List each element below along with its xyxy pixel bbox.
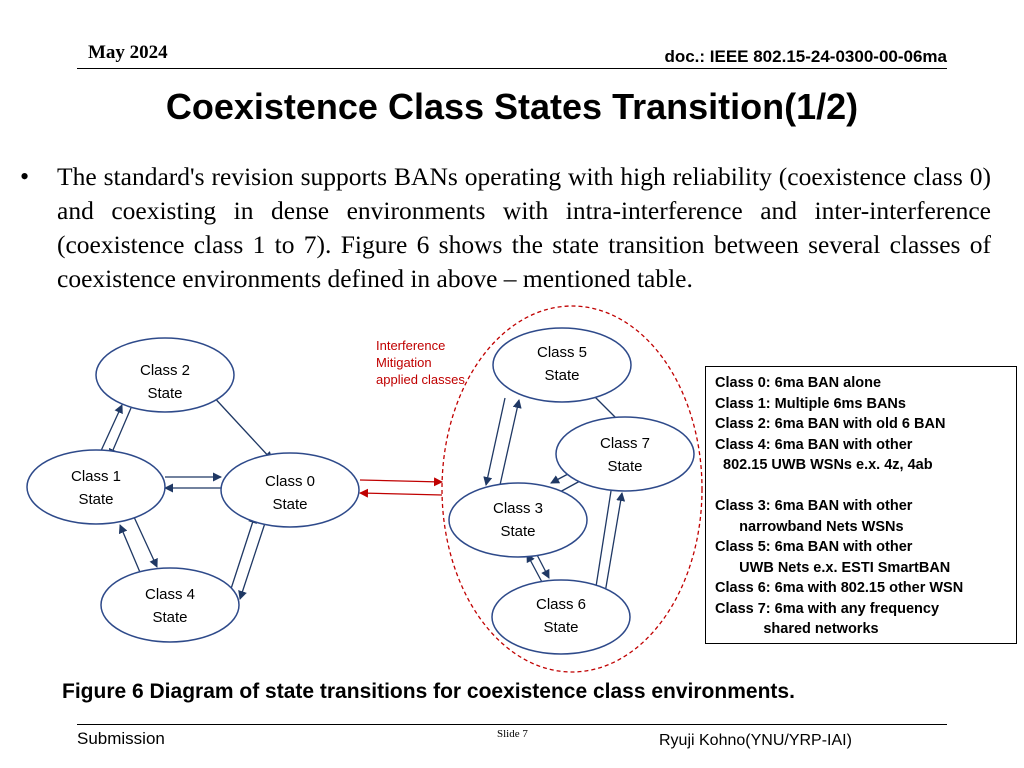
arrow-class1-to-class4 xyxy=(134,517,157,567)
bullet-marker: • xyxy=(20,162,30,191)
arrow-class7-to-class6 xyxy=(595,491,611,593)
legend-line: narrowband Nets WSNs xyxy=(715,518,904,535)
node-class3-sublabel: State xyxy=(500,523,536,540)
node-class2-label: Class 2 xyxy=(139,362,191,379)
node-class5 xyxy=(493,328,631,402)
legend-line: Class 7: 6ma with any frequency xyxy=(715,600,940,617)
figure-caption: Figure 6 Diagram of state transitions for coexistence class environments. xyxy=(62,680,795,703)
class-legend-box xyxy=(705,366,1017,644)
legend-line: Class 4: 6ma BAN with other xyxy=(715,436,913,453)
node-class2 xyxy=(96,338,234,412)
node-class1-label: Class 1 xyxy=(70,468,122,485)
legend-line: Class 0: 6ma BAN alone xyxy=(715,375,882,391)
node-class0 xyxy=(221,453,359,527)
header-rule xyxy=(77,68,947,69)
legend-line: Class 6: 6ma with 802.15 other WSN xyxy=(715,580,964,596)
annotation-line-1: Interference xyxy=(376,338,446,353)
legend-line: Class 2: 6ma BAN with old 6 BAN xyxy=(715,416,946,432)
annotation-line-2: Mitigation xyxy=(376,355,432,370)
node-class6-sublabel: State xyxy=(543,619,579,636)
footer-rule xyxy=(77,724,947,725)
annotation-line-3: applied classes xyxy=(376,372,465,387)
node-class7 xyxy=(556,417,694,491)
node-class5-sublabel: State xyxy=(544,367,580,384)
arrow-class4-to-class0 xyxy=(229,515,255,595)
bullet-text: The standard's revision supports BANs operating with high reliability (coexistence class 0) and coexisting in dense environments with intra-interference and inter-interference (coexistence class 1 to 7). Figure 6 shows the state transition between several classes of coexistence environments defined in above – mentioned table. xyxy=(57,162,991,293)
legend-line: shared networks xyxy=(715,621,879,637)
node-class3-label: Class 3 xyxy=(492,500,544,517)
legend-line xyxy=(715,476,1016,497)
slide-title: Coexistence Class States Transition(1/2) xyxy=(165,86,859,127)
node-class0-sublabel: State xyxy=(272,496,308,513)
node-class4-sublabel: State xyxy=(152,609,188,626)
arrow-class5-to-class3 xyxy=(486,398,505,485)
footer-slide-number: Slide 7 xyxy=(497,728,528,740)
node-class2-sublabel: State xyxy=(147,385,183,402)
arrow-class0-to-class4 xyxy=(240,520,266,599)
arrow-class6-to-class7 xyxy=(605,493,622,593)
legend-line: Class 3: 6ma BAN with other xyxy=(715,498,913,514)
legend-line: UWB Nets e.x. ESTI SmartBAN xyxy=(715,559,951,576)
arrow-class4-to-class1 xyxy=(120,525,142,577)
arrow-class1-to-class2 xyxy=(100,405,122,453)
node-class4-label: Class 4 xyxy=(144,586,196,603)
arrow-class2-to-class0 xyxy=(210,393,272,460)
legend-line: Class 1: Multiple 6ms BANs xyxy=(715,395,906,412)
node-class3 xyxy=(449,483,587,557)
node-class1 xyxy=(27,450,165,524)
arrow-class6-to-class3 xyxy=(527,554,543,584)
header-doc-id: doc.: IEEE 802.15-24-0300-00-06ma xyxy=(664,47,947,66)
node-class1-sublabel: State xyxy=(78,491,114,508)
node-class5-label: Class 5 xyxy=(536,344,588,361)
footer-author: Ryuji Kohno(YNU/YRP-IAI) xyxy=(659,732,852,749)
arrow-group-to-class0 xyxy=(360,493,442,495)
node-class7-sublabel: State xyxy=(607,458,643,475)
legend-line: 802.15 UWB WSNs e.x. 4z, 4ab xyxy=(715,457,933,473)
node-class0-label: Class 0 xyxy=(264,473,316,490)
header-date: May 2024 xyxy=(88,42,168,63)
arrow-class0-to-group xyxy=(360,480,442,482)
legend-line: Class 5: 6ma BAN with other xyxy=(715,539,913,555)
arrow-class3-to-class5 xyxy=(500,400,519,485)
node-class7-label: Class 7 xyxy=(599,435,651,452)
node-class6-label: Class 6 xyxy=(535,596,587,613)
node-class6 xyxy=(492,580,630,654)
node-class4 xyxy=(101,568,239,642)
arrow-class2-to-class1 xyxy=(110,408,131,457)
footer-submission: Submission xyxy=(77,729,165,748)
